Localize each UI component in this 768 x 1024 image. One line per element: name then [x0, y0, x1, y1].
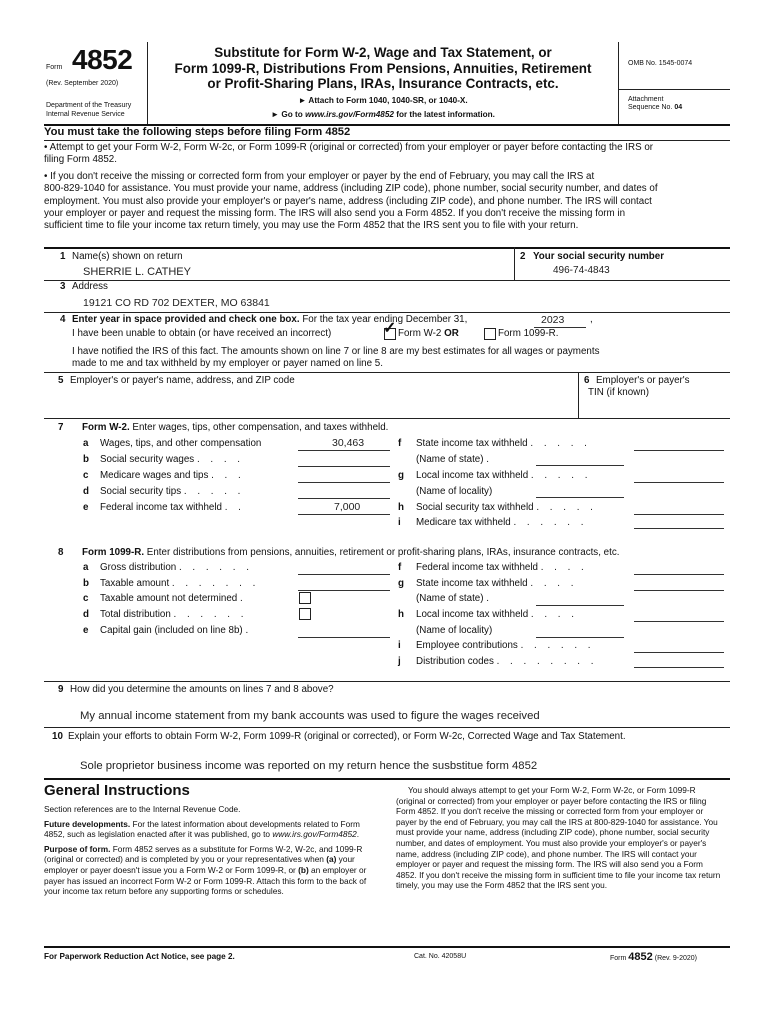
line10-answer[interactable]: Sole proprietor business income was reported on my return hence the susbstitue form 4852	[80, 760, 538, 772]
department-line2: Internal Revenue Service	[46, 111, 125, 118]
form-number: 4852	[72, 44, 133, 75]
line5-label: Employer's or payer's name, address, and ZIP code	[70, 375, 295, 386]
line3-number: 3	[60, 281, 66, 292]
line8g-field[interactable]	[634, 590, 724, 591]
line7i-label: Medicare tax withheld . . . . . .	[416, 517, 588, 528]
line8d-label: Total distribution . . . . . .	[100, 609, 248, 620]
line8e-field[interactable]	[298, 637, 390, 638]
line10-label: Explain your efforts to obtain Form W-2, Form 1099-R (original or corrected), or Form W-2c, Corrected Wage and Tax Statement.	[68, 731, 626, 742]
line7h-field[interactable]	[634, 514, 724, 515]
line7c-field[interactable]	[298, 482, 390, 483]
line6-label-1: Employer's or payer's	[596, 375, 690, 386]
checkmark-icon: ✓	[383, 320, 397, 337]
line8j-field[interactable]	[634, 667, 724, 668]
line8g-state-field[interactable]	[536, 605, 624, 606]
line7g-label: Local income tax withheld . . . . .	[416, 470, 592, 481]
line7d-label: Social security tips . . . . .	[100, 486, 245, 497]
line6-number: 6	[584, 375, 590, 386]
future-developments: Future developments. For the latest information about developments related to Form 4852, such as legislation enacted after it was published, go to www.irs.gov/Form4852.	[44, 818, 360, 840]
line7f-state-label: (Name of state) .	[416, 454, 489, 465]
line4-notified-1: I have notified the IRS of this fact. The amounts shown on line 7 or line 8 are my best estimates for all wages or payments	[72, 346, 600, 357]
line8h-field[interactable]	[634, 621, 724, 622]
line10-number: 10	[52, 731, 63, 742]
line7c-label: Medicare wages and tips . . .	[100, 470, 245, 481]
line7g-field[interactable]	[634, 482, 724, 483]
line8c-checkbox[interactable]	[299, 592, 311, 604]
line8c-label: Taxable amount not determined .	[100, 593, 247, 604]
line8g-state-label: (Name of state) .	[416, 593, 489, 604]
line7a-wages-value[interactable]: 30,463	[332, 437, 365, 449]
line8i-field[interactable]	[634, 652, 724, 653]
goto-prefix: ► Go to	[271, 110, 306, 119]
general-right-column	[396, 785, 726, 895]
footer-form: Form 4852 (Rev. 9-2020)	[610, 951, 698, 963]
right-column-text: You should always attempt to get your Form W-2, Form W-2c, or Form 1099-R (original or corrected) from your employer or payer before contacting the IRS or filing Form 4852. If you don't receive the missing or corrected form from your employer or payer by the end of February, you may call the IRS at 800-829-1040 for assistance. You must provide your name, address (including ZIP code), phone number, social security number, and dates of employment. You must also provide your employer's or payer's name, address (including ZIP code), and phone number. The IRS will contact your employer or payer and request the missing form. The IRS will also send you a Form 4852. If you don't receive the missing form in sufficient time to file your income tax return timely, you may use the Form 4852 that the IRS sent you.	[396, 785, 721, 891]
line8h-locality-label: (Name of locality)	[416, 625, 493, 636]
line7-title: Form W-2. Enter wages, tips, other compensation, and taxes withheld.	[82, 422, 389, 433]
goto-url[interactable]: www.irs.gov/Form4852	[305, 110, 394, 119]
line7e-federal-value[interactable]: 7,000	[334, 501, 361, 513]
line8e-label: Capital gain (included on line 8b) .	[100, 625, 253, 636]
line3-label: Address	[72, 281, 108, 292]
title-line2: Form 1099-R, Distributions From Pensions, Annuities, Retirement	[174, 60, 592, 76]
line5-number: 5	[58, 375, 64, 386]
line7g-locality-label: (Name of locality)	[416, 486, 493, 497]
department-line1: Department of the Treasury	[46, 102, 132, 109]
line9-answer[interactable]: My annual income statement from my bank accounts was used to figure the wages received	[80, 710, 540, 722]
line7-number: 7	[58, 422, 64, 433]
line8f-field[interactable]	[634, 574, 724, 575]
line6-label-2: TIN (if known)	[588, 387, 649, 398]
catalog-number: Cat. No. 42058U	[414, 953, 467, 960]
line7b-field[interactable]	[298, 466, 390, 467]
address-value[interactable]: 19121 CO RD 702 DEXTER, MO 63841	[83, 297, 270, 309]
sequence-number: Sequence No. 04	[628, 104, 683, 111]
tax-year[interactable]: 2023	[541, 314, 565, 326]
steps-bullets: • Attempt to get your Form W-2, Form W-2c, or Form 1099-R (original or corrected) from your employer or payer before contacting the IRS or filing Form 4852. • If you don't receive the missing or corrected form from your employer or payer by the end of February, you may call the IRS at 800-829-1040 for assistance. You must provide your name, address (including ZIP code), phone number, social security number, and dates of employment. You must also provide your employer's or payer's name, address (including ZIP code), and phone number. The IRS will contact your employer or payer and request the missing form. The IRS will also send you a Form 4852. If you don't receive the missing form in sufficient time to file your income tax return timely, you may use the Form 4852 that the IRS sent you to file with your return.	[44, 142, 658, 232]
line7b-label: Social security wages . . . .	[100, 454, 244, 465]
line8a-field[interactable]	[298, 574, 390, 575]
general-instructions-heading: General Instructions	[44, 782, 190, 799]
line2-number: 2	[520, 251, 526, 262]
omb-number: OMB No. 1545-0074	[628, 60, 693, 67]
line4-instruction: Enter year in space provided and check one box. For the tax year ending December 31,	[72, 314, 468, 325]
line1-label: Name(s) shown on return	[72, 251, 183, 262]
paperwork-notice: For Paperwork Reduction Act Notice, see page 2.	[44, 952, 235, 961]
line7f-label: State income tax withheld . . . . .	[416, 438, 591, 449]
ssn-value[interactable]: 496-74-4843	[553, 265, 610, 276]
line8d-checkbox[interactable]	[299, 608, 311, 620]
line7d-field[interactable]	[298, 498, 390, 499]
purpose-of-form: Purpose of form. Form 4852 serves as a substitute for Forms W-2, W-2c, and 1099-R (original or corrected) and is completed by you or your representatives when (a) your employer or payer doesn't issue you a Form W-2 or Form 1099-R, or (b) an employer or payer has issued an incorrect Form W-2 or Form 1099-R. Attach this form to the back of your income tax return before any supporting forms or schedules.	[44, 843, 367, 897]
line8i-label: Employee contributions . . . . . .	[416, 640, 595, 651]
line8-number: 8	[58, 547, 64, 558]
line8b-field[interactable]	[298, 590, 390, 591]
line2-label: Your social security number	[533, 251, 665, 262]
goto-suffix: for the latest information.	[393, 110, 495, 119]
w2-option-label: Form W-2 OR	[398, 328, 459, 339]
line9-label: How did you determine the amounts on lines 7 and 8 above?	[70, 684, 334, 695]
line7i-field[interactable]	[634, 528, 724, 529]
line8f-label: Federal income tax withheld . . . .	[416, 562, 588, 573]
line7f-state-field[interactable]	[536, 465, 624, 466]
line8g-label: State income tax withheld . . . .	[416, 578, 578, 589]
1099r-option-label: Form 1099-R.	[498, 328, 559, 339]
year-comma: ,	[590, 314, 593, 325]
line9-number: 9	[58, 684, 64, 695]
line8j-label: Distribution codes . . . . . . . .	[416, 656, 598, 667]
attachment-label: Attachment	[628, 96, 664, 103]
line8-title: Form 1099-R. Enter distributions from pensions, annuities, retirement or profit-sharing plans, IRAs, insurance contracts, etc.	[82, 547, 620, 558]
line4-number: 4	[60, 314, 66, 325]
form-word: Form	[46, 64, 63, 71]
line4-notified-2: made to me and tax withheld by my employer or payer named on line 5.	[72, 358, 383, 369]
general-left-column	[44, 804, 374, 901]
line7a-label: Wages, tips, and other compensation	[100, 438, 262, 449]
line8b-label: Taxable amount . . . . . . .	[100, 578, 260, 589]
line1-number: 1	[60, 251, 66, 262]
line8h-label: Local income tax withheld . . . .	[416, 609, 578, 620]
line7f-field[interactable]	[634, 450, 724, 451]
attach-instruction: ► Attach to Form 1040, 1040-SR, or 1040-X.	[298, 96, 468, 105]
revision-date: (Rev. September 2020)	[46, 80, 119, 87]
steps-heading: You must take the following steps before filing Form 4852	[44, 126, 351, 138]
form-title	[148, 45, 618, 92]
title-line3: or Profit-Sharing Plans, IRAs, Insurance Contracts, etc.	[207, 76, 559, 91]
goto-instruction	[148, 110, 618, 119]
line7h-label: Social security tax withheld . . . . .	[416, 502, 597, 513]
line4-unable: I have been unable to obtain (or have received an incorrect)	[72, 328, 332, 339]
title-line1: Substitute for Form W-2, Wage and Tax Statement, or	[214, 45, 552, 60]
section-references: Section references are to the Internal Revenue Code.	[44, 804, 241, 814]
line8a-label: Gross distribution . . . . . .	[100, 562, 253, 573]
1099r-checkbox[interactable]	[484, 328, 496, 340]
line7g-locality-field[interactable]	[536, 497, 624, 498]
line8h-locality-field[interactable]	[536, 637, 624, 638]
line7e-label: Federal income tax withheld . .	[100, 502, 245, 513]
taxpayer-name[interactable]: SHERRIE L. CATHEY	[83, 266, 191, 278]
